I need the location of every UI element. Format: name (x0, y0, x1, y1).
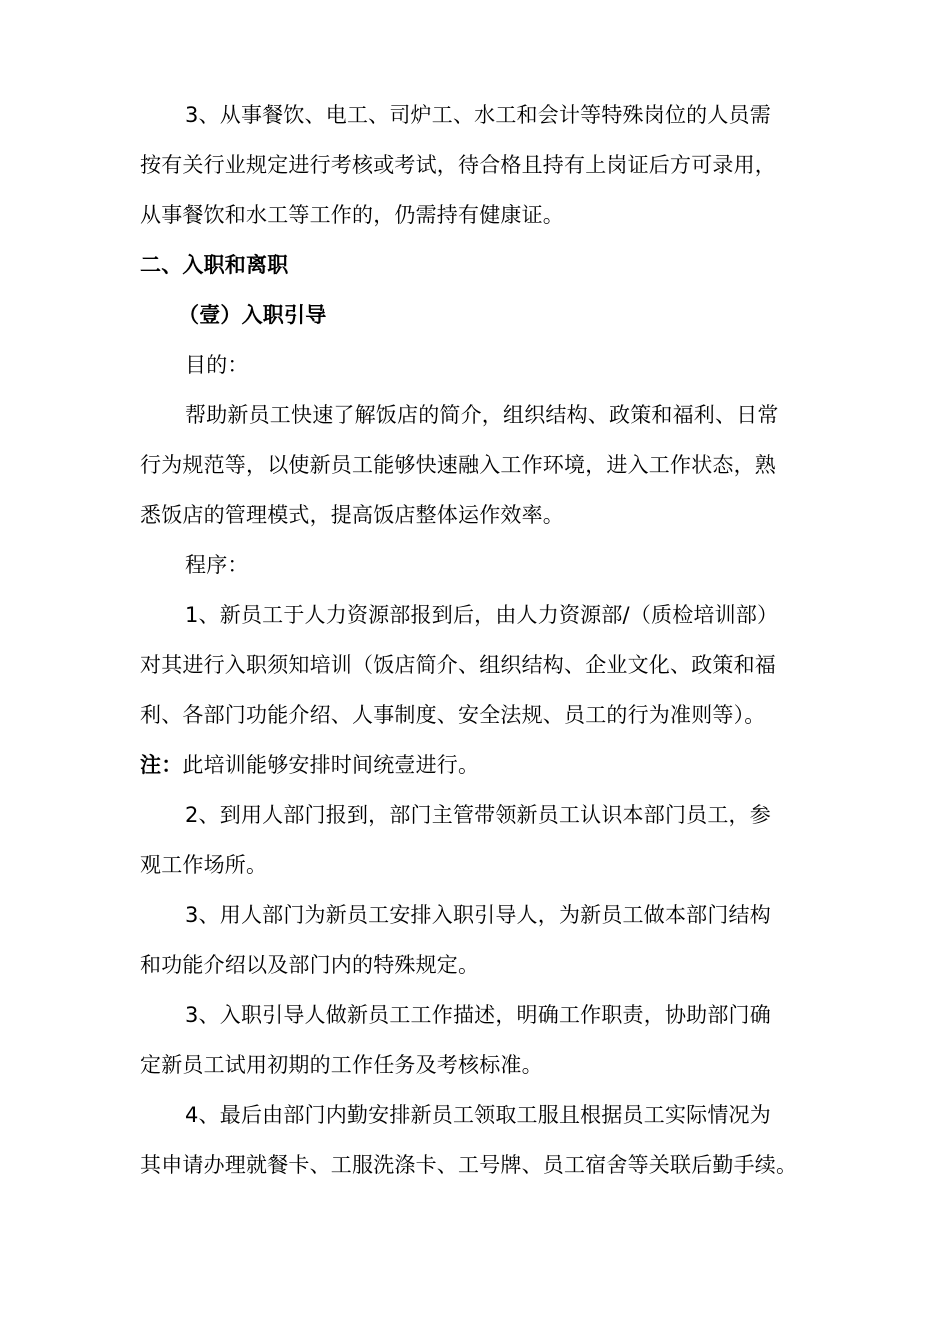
note-text: 此培训能够安排时间统壹进行。 (182, 753, 480, 777)
paragraph-line: 对其进行入职须知培训（饭店简介、组织结构、企业文化、政策和福 (140, 653, 776, 677)
paragraph-line: 3、从事餐饮、电工、司炉工、水工和会计等特殊岗位的人员需 (185, 103, 771, 127)
paragraph-line: 行为规范等，以使新员工能够快速融入工作环境，进入工作状态，熟 (140, 453, 776, 477)
paragraph-line: 从事餐饮和水工等工作的，仍需持有健康证。 (140, 203, 564, 227)
paragraph-line: 其申请办理就餐卡、工服洗涤卡、工号牌、员工宿舍等关联后勤手续。 (140, 1153, 798, 1177)
procedure-label: 程序： (185, 553, 249, 577)
paragraph-line: 利、各部门功能介绍、人事制度、安全法规、员工的行为准则等）。 (140, 703, 766, 727)
paragraph-line: 和功能介绍以及部门内的特殊规定。 (140, 953, 480, 977)
paragraph-line: 2、到用人部门报到，部门主管带领新员工认识本部门员工，参 (185, 803, 771, 827)
paragraph-line: 帮助新员工快速了解饭店的简介，组织结构、政策和福利、日常 (185, 403, 779, 427)
subsection-heading: （壹）入职引导 (178, 303, 327, 327)
note-label: 注： (140, 753, 183, 777)
paragraph-line: 1、新员工于人力资源部报到后，由人力资源部/（质检培训部） (185, 603, 779, 627)
paragraph-line: 观工作场所。 (140, 853, 268, 877)
paragraph-line: 定新员工试用初期的工作任务及考核标准。 (140, 1053, 543, 1077)
paragraph-line: 4、最后由部门内勤安排新员工领取工服且根据员工实际情况为 (185, 1103, 771, 1127)
purpose-label: 目的： (185, 353, 249, 377)
paragraph-line: 3、入职引导人做新员工工作描述，明确工作职责，协助部门确 (185, 1003, 771, 1027)
note-line (140, 740, 830, 790)
paragraph-line: 3、用人部门为新员工安排入职引导人，为新员工做本部门结构 (185, 903, 771, 927)
paragraph-line: 悉饭店的管理模式，提高饭店整体运作效率。 (140, 503, 564, 527)
paragraph-line: 按有关行业规定进行考核或考试，待合格且持有上岗证后方可录用， (140, 153, 776, 177)
section-heading: 二、入职和离职 (140, 253, 289, 277)
